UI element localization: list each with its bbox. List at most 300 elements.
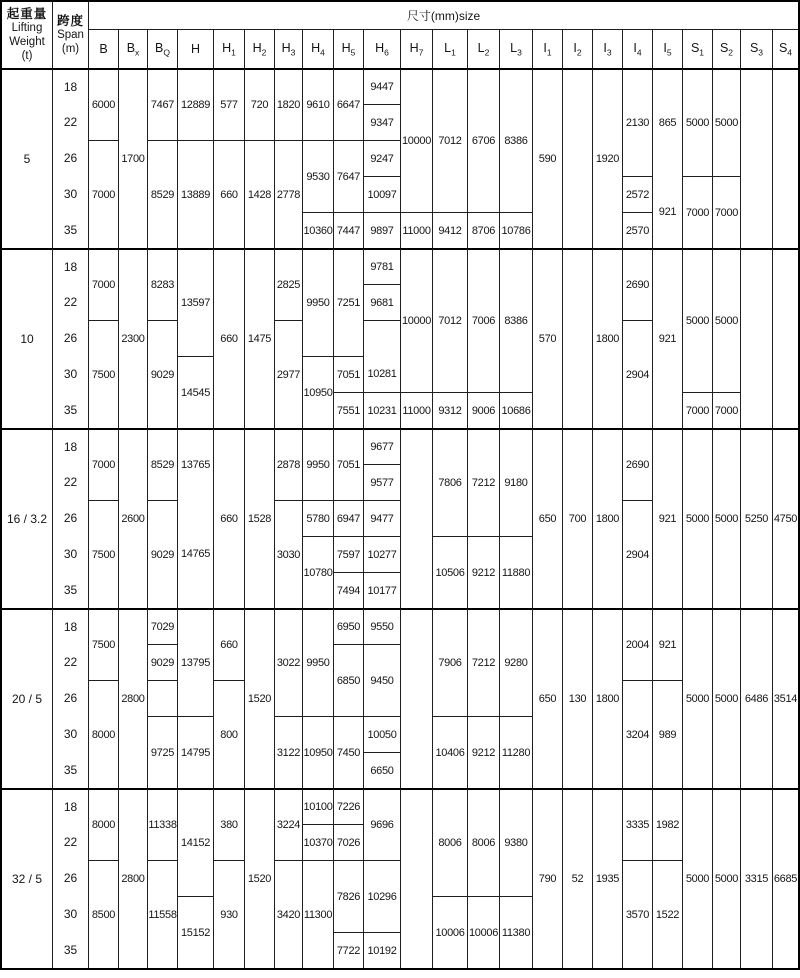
value-cell-H3: 3224 (274, 788, 302, 860)
col-header-S4 (772, 29, 798, 68)
col-header-label: $I_1$ (543, 41, 552, 58)
value-cell-H6: 9477 (363, 500, 400, 536)
value-cell-H6: 10050 (363, 716, 400, 752)
col-header-label: $S_4$ (778, 41, 793, 58)
col-header-subscript: 7 (418, 47, 424, 58)
value-cell-S4: 6685 (772, 788, 798, 968)
span-cell: 22 (52, 284, 88, 320)
value-cell-Bx: 1700 (118, 68, 147, 248)
col-header-H4 (302, 29, 333, 68)
col-header-subscript: x (135, 47, 140, 58)
value-cell-BQ: 7029 (147, 608, 177, 644)
span-header-line: 跨度 (56, 14, 84, 28)
value-cell-H4: 10360 (302, 212, 333, 248)
value-cell-L2: 9212 (467, 536, 499, 608)
value-cell-L2: 9006 (467, 392, 499, 428)
span-cell: 35 (52, 392, 88, 428)
col-header-subscript: 4 (787, 47, 793, 58)
value-cell-I4: 3204 (622, 680, 652, 788)
value-cell-H6: 9247 (363, 140, 400, 176)
col-header-subscript: 1 (451, 47, 456, 58)
value-cell-L2: 6706 (467, 68, 499, 212)
value-cell-H6: 9681 (363, 284, 400, 320)
value-cell-H5: 7251 (333, 248, 363, 356)
value-cell-B: 7500 (88, 500, 118, 608)
col-header-label: $L_3$ (510, 41, 522, 58)
col-header-I3 (592, 29, 622, 68)
col-header-subscript: 5 (350, 47, 356, 58)
col-header-subscript: 5 (666, 47, 672, 58)
col-header-label: $H_7$ (409, 41, 424, 58)
value-cell-S1: 5000 (682, 428, 712, 608)
value-cell-S3 (740, 68, 772, 248)
col-header-subscript: Q (163, 47, 170, 58)
span-cell: 26 (52, 140, 88, 176)
col-header-H (177, 29, 213, 68)
value-cell-I3: 1800 (592, 428, 622, 608)
value-cell-BQ: 9029 (147, 320, 177, 428)
value-cell-BQ: 9029 (147, 500, 177, 608)
col-header-label: $I_4$ (633, 41, 642, 58)
value-cell-B: 8500 (88, 860, 118, 968)
value-cell-I4: 2130 (622, 68, 652, 176)
value-cell-H3: 3030 (274, 500, 302, 608)
value-cell-Bx: 2800 (118, 608, 147, 788)
value-cell-L2: 8006 (467, 788, 499, 896)
value-cell-I4: 2570 (622, 212, 652, 248)
col-header-label: $S_1$ (690, 41, 705, 58)
weight-cell: 20 / 5 (2, 608, 52, 788)
value-cell-H5: 7647 (333, 140, 363, 212)
value-cell-B: 8000 (88, 680, 118, 788)
value-cell-H1: 660 (213, 428, 244, 608)
col-header-B (88, 29, 118, 68)
value-cell-L1: 8006 (432, 788, 467, 896)
value-cell-L2: 9212 (467, 716, 499, 788)
col-header-subscript: 2 (576, 47, 582, 58)
value-cell-L1: 10406 (432, 716, 467, 788)
value-cell-H1: 660 (213, 608, 244, 680)
value-cell-BQ: 11558 (147, 860, 177, 968)
col-header-label: $S_3$ (749, 41, 764, 58)
value-cell-S2: 7000 (712, 392, 740, 428)
value-cell-S4 (772, 248, 798, 428)
col-header-label: $S_2$ (719, 41, 734, 58)
value-cell-H6: 9347 (363, 104, 400, 140)
value-cell-L1: 10006 (432, 896, 467, 968)
value-cell-B: 7500 (88, 320, 118, 428)
span-cell: 35 (52, 212, 88, 248)
value-cell-BQ: 9029 (147, 644, 177, 680)
value-cell-H: 13795 (177, 608, 213, 716)
span-cell: 18 (52, 248, 88, 284)
value-cell-H: 15152 (177, 896, 213, 968)
value-cell-H3: 2878 (274, 428, 302, 500)
value-cell-H5: 7026 (333, 824, 363, 860)
value-cell-I2: 130 (562, 608, 592, 788)
size-mm-header: 尺寸(mm)size (88, 2, 798, 29)
col-header-subscript: 2 (728, 47, 734, 58)
weight-cell: 16 / 3.2 (2, 428, 52, 608)
value-cell-H: 14152 (177, 788, 213, 896)
value-cell-H: 14765 (177, 500, 213, 608)
value-cell-I5: 865 (652, 68, 682, 176)
value-cell-I2: 52 (562, 788, 592, 968)
value-cell-H5: 7051 (333, 428, 363, 500)
value-cell-H6: 9696 (363, 788, 400, 860)
span-cell: 18 (52, 608, 88, 644)
span-header-line: Span (57, 29, 84, 41)
col-header-label: $L_2$ (477, 41, 490, 58)
value-cell-I5: 1982 (652, 788, 682, 860)
value-cell-I3: 1935 (592, 788, 622, 968)
value-cell-H4: 9950 (302, 608, 333, 716)
span-cell: 30 (52, 356, 88, 392)
value-cell-H5: 6947 (333, 500, 363, 536)
value-cell-H6: 9677 (363, 428, 400, 464)
col-header-label: $I_3$ (603, 41, 612, 58)
value-cell-H6: 10177 (363, 572, 400, 608)
value-cell-H5: 6647 (333, 68, 363, 140)
value-cell-L3: 8386 (499, 68, 532, 212)
value-cell-Bx: 2800 (118, 788, 147, 968)
col-header-H3 (274, 29, 302, 68)
value-cell-B: 7000 (88, 428, 118, 500)
col-header-S2 (712, 29, 740, 68)
span-cell: 26 (52, 500, 88, 536)
span-cell: 22 (52, 464, 88, 500)
value-cell-H3: 3022 (274, 608, 302, 716)
value-cell-L2: 7212 (467, 608, 499, 716)
value-cell-H4: 10950 (302, 716, 333, 788)
value-cell-H5: 7826 (333, 860, 363, 932)
value-cell-H3: 3420 (274, 860, 302, 968)
col-header-label: $H_1$ (222, 41, 236, 58)
value-cell-I5: 921 (652, 608, 682, 680)
weight-cell: 32 / 5 (2, 788, 52, 968)
value-cell-L1: 10506 (432, 536, 467, 608)
value-cell-H4: 10780 (302, 536, 333, 608)
span-cell: 35 (52, 752, 88, 788)
value-cell-L3: 9180 (499, 428, 532, 536)
value-cell-H7 (400, 608, 432, 788)
col-header-I5 (652, 29, 682, 68)
col-header-S1 (682, 29, 712, 68)
col-header-H5 (333, 29, 363, 68)
value-cell-H4: 11300 (302, 860, 333, 968)
col-header-S3 (740, 29, 772, 68)
value-cell-BQ: 8529 (147, 140, 177, 248)
value-cell-H: 13765 (177, 428, 213, 500)
value-cell-L3: 11880 (499, 536, 532, 608)
value-cell-H3: 2825 (274, 248, 302, 320)
col-header-label: $H_5$ (341, 41, 356, 58)
value-cell-H6: 9577 (363, 464, 400, 500)
col-header-label: $H_6$ (375, 41, 389, 58)
value-cell-B: 8000 (88, 788, 118, 860)
col-header-subscript: 1 (546, 47, 552, 58)
value-cell-S1: 7000 (682, 392, 712, 428)
value-cell-I5: 1522 (652, 860, 682, 968)
value-cell-H3: 3122 (274, 716, 302, 788)
value-cell-I1: 650 (532, 608, 562, 788)
value-cell-H6: 10192 (363, 932, 400, 968)
col-header-I4 (622, 29, 652, 68)
value-cell-L3: 8386 (499, 248, 532, 392)
value-cell-BQ (147, 680, 177, 716)
span-cell: 30 (52, 536, 88, 572)
value-cell-H4: 9950 (302, 248, 333, 356)
value-cell-H5: 7722 (333, 932, 363, 968)
col-header-label: H (190, 42, 201, 56)
value-cell-S2: 5000 (712, 68, 740, 176)
value-cell-L1: 7906 (432, 608, 467, 716)
value-cell-I5: 921 (652, 248, 682, 428)
span-cell: 30 (52, 896, 88, 932)
value-cell-H1: 800 (213, 680, 244, 788)
col-header-L3 (499, 29, 532, 68)
value-cell-S1: 5000 (682, 68, 712, 176)
col-header-I1 (532, 29, 562, 68)
lifting-weight-header-line: Weight (9, 36, 45, 48)
col-header-BQ (147, 29, 177, 68)
value-cell-L1: 7012 (432, 68, 467, 212)
value-cell-S2: 7000 (712, 176, 740, 248)
value-cell-H2: 1520 (244, 608, 274, 788)
weight-cell: 5 (2, 68, 52, 248)
value-cell-BQ: 8529 (147, 428, 177, 500)
value-cell-H6: 10231 (363, 392, 400, 428)
value-cell-I4: 2572 (622, 176, 652, 212)
value-cell-S2: 5000 (712, 608, 740, 788)
col-header-H7 (400, 29, 432, 68)
value-cell-I4: 2690 (622, 428, 652, 500)
value-cell-I1: 590 (532, 68, 562, 248)
col-header-H1 (213, 29, 244, 68)
value-cell-H5: 7551 (333, 392, 363, 428)
span-cell: 18 (52, 428, 88, 464)
value-cell-S3: 6486 (740, 608, 772, 788)
value-cell-H: 14795 (177, 716, 213, 788)
span-cell: 26 (52, 320, 88, 356)
value-cell-H5: 7597 (333, 536, 363, 572)
value-cell-H7 (400, 428, 432, 608)
value-cell-H5: 7494 (333, 572, 363, 608)
col-header-I2 (562, 29, 592, 68)
value-cell-B: 6000 (88, 68, 118, 140)
value-cell-I4: 2004 (622, 608, 652, 680)
value-cell-H: 12889 (177, 68, 213, 140)
value-cell-S1: 5000 (682, 608, 712, 788)
span-cell: 35 (52, 572, 88, 608)
value-cell-BQ: 11338 (147, 788, 177, 860)
value-cell-H7 (400, 788, 432, 968)
col-header-L1 (432, 29, 467, 68)
value-cell-H4: 5780 (302, 500, 333, 536)
value-cell-H3: 1820 (274, 68, 302, 140)
value-cell-L1: 9412 (432, 212, 467, 248)
value-cell-H4: 10950 (302, 356, 333, 428)
col-header-label: $B_Q$ (155, 41, 170, 58)
col-header-label: $I_2$ (573, 41, 582, 58)
value-cell-S4: 4750 (772, 428, 798, 608)
value-cell-I3: 1920 (592, 68, 622, 248)
col-header-label: B (99, 42, 108, 56)
lifting-weight-header-line: Lifting (11, 22, 43, 34)
col-header-label: $L_1$ (444, 41, 456, 58)
col-header-subscript: 1 (699, 47, 705, 58)
value-cell-I2 (562, 248, 592, 428)
value-cell-H7: 11000 (400, 392, 432, 428)
value-cell-Bx: 2300 (118, 248, 147, 428)
value-cell-L3: 11280 (499, 716, 532, 788)
value-cell-L3: 9280 (499, 608, 532, 716)
col-header-label: $H_3$ (281, 41, 296, 58)
col-header-Bx (118, 29, 147, 68)
span-cell: 18 (52, 68, 88, 104)
value-cell-I5: 921 (652, 428, 682, 608)
value-cell-S3 (740, 248, 772, 428)
value-cell-H2: 1475 (244, 248, 274, 428)
value-cell-L1: 7806 (432, 428, 467, 536)
value-cell-H1: 660 (213, 140, 244, 248)
value-cell-L2: 8706 (467, 212, 499, 248)
span-header (52, 2, 88, 68)
value-cell-L2: 10006 (467, 896, 499, 968)
value-cell-H2: 1520 (244, 788, 274, 968)
col-header-subscript: 6 (384, 47, 389, 58)
value-cell-I4: 2904 (622, 320, 652, 428)
value-cell-H5: 7450 (333, 716, 363, 788)
value-cell-H4: 9950 (302, 428, 333, 500)
value-cell-B: 7000 (88, 140, 118, 248)
value-cell-H4: 10100 (302, 788, 333, 824)
col-header-subscript: 2 (261, 47, 267, 58)
value-cell-I4: 2904 (622, 500, 652, 608)
col-header-subscript: 2 (484, 47, 490, 58)
col-header-subscript: 4 (320, 47, 325, 58)
value-cell-H6: 10277 (363, 536, 400, 572)
value-cell-L1: 7012 (432, 248, 467, 392)
value-cell-S3: 3315 (740, 788, 772, 968)
value-cell-S4: 3514 (772, 608, 798, 788)
value-cell-I1: 790 (532, 788, 562, 968)
value-cell-I2 (562, 68, 592, 248)
value-cell-L3: 10786 (499, 212, 532, 248)
value-cell-I1: 570 (532, 248, 562, 428)
value-cell-H1: 380 (213, 788, 244, 860)
col-header-H6 (363, 29, 400, 68)
value-cell-L3: 10686 (499, 392, 532, 428)
value-cell-H6: 10097 (363, 176, 400, 212)
lifting-weight-header-line: 起重量 (6, 7, 48, 21)
value-cell-S2: 5000 (712, 788, 740, 968)
value-cell-H6: 10296 (363, 860, 400, 932)
value-cell-L3: 11380 (499, 896, 532, 968)
value-cell-I2: 700 (562, 428, 592, 608)
value-cell-L2: 7006 (467, 248, 499, 392)
value-cell-H1: 660 (213, 248, 244, 428)
value-cell-I4: 3570 (622, 860, 652, 968)
value-cell-H5: 7051 (333, 356, 363, 392)
span-cell: 22 (52, 644, 88, 680)
value-cell-I5: 989 (652, 680, 682, 788)
col-header-subscript: 1 (231, 47, 236, 58)
col-header-subscript: 3 (517, 47, 522, 58)
value-cell-H6: 9897 (363, 212, 400, 248)
value-cell-H7: 10000 (400, 68, 432, 212)
value-cell-S3: 5250 (740, 428, 772, 608)
value-cell-I4: 3335 (622, 788, 652, 860)
value-cell-L3: 9380 (499, 788, 532, 896)
value-cell-H6 (363, 320, 400, 356)
value-cell-I3: 1800 (592, 248, 622, 428)
value-cell-H: 13889 (177, 140, 213, 248)
value-cell-H6: 6650 (363, 752, 400, 788)
value-cell-Bx: 2600 (118, 428, 147, 608)
value-cell-S4 (772, 68, 798, 248)
value-cell-H5: 7226 (333, 788, 363, 824)
col-header-subscript: 3 (290, 47, 296, 58)
span-header-line: (m) (61, 43, 80, 55)
span-cell: 26 (52, 860, 88, 896)
value-cell-H2: 1528 (244, 428, 274, 608)
value-cell-H6: 9781 (363, 248, 400, 284)
span-cell: 30 (52, 716, 88, 752)
col-header-subscript: 3 (606, 47, 612, 58)
weight-cell: 10 (2, 248, 52, 428)
col-header-label: $B_x$ (126, 41, 140, 58)
value-cell-H3: 2977 (274, 320, 302, 428)
col-header-label: $H_2$ (252, 41, 267, 58)
span-cell: 22 (52, 104, 88, 140)
col-header-subscript: 3 (758, 47, 764, 58)
value-cell-I3: 1800 (592, 608, 622, 788)
value-cell-H6: 9450 (363, 644, 400, 716)
lifting-weight-header-line: (t) (21, 50, 33, 62)
value-cell-H5: 6850 (333, 644, 363, 716)
value-cell-I1: 650 (532, 428, 562, 608)
value-cell-S2: 5000 (712, 248, 740, 392)
value-cell-H3: 2778 (274, 140, 302, 248)
span-cell: 18 (52, 788, 88, 824)
value-cell-H5: 6950 (333, 608, 363, 644)
span-cell: 30 (52, 176, 88, 212)
value-cell-H4: 10370 (302, 824, 333, 860)
value-cell-BQ: 8283 (147, 248, 177, 320)
value-cell-H4: 9610 (302, 68, 333, 140)
value-cell-H2: 720 (244, 68, 274, 140)
value-cell-H1: 930 (213, 860, 244, 968)
col-header-label: $H_4$ (311, 41, 325, 58)
value-cell-BQ: 9725 (147, 716, 177, 788)
value-cell-L1: 9312 (432, 392, 467, 428)
value-cell-S1: 5000 (682, 248, 712, 392)
value-cell-BQ: 7467 (147, 68, 177, 140)
value-cell-S1: 7000 (682, 176, 712, 248)
value-cell-H6: 9447 (363, 68, 400, 104)
value-cell-H2: 1428 (244, 140, 274, 248)
value-cell-H6: 10281 (363, 356, 400, 392)
span-cell: 26 (52, 680, 88, 716)
value-cell-H7: 10000 (400, 248, 432, 392)
value-cell-S1: 5000 (682, 788, 712, 968)
value-cell-H7: 11000 (400, 212, 432, 248)
span-cell: 35 (52, 932, 88, 968)
value-cell-H4: 9530 (302, 140, 333, 212)
value-cell-H: 13597 (177, 248, 213, 356)
col-header-subscript: 4 (636, 47, 642, 58)
